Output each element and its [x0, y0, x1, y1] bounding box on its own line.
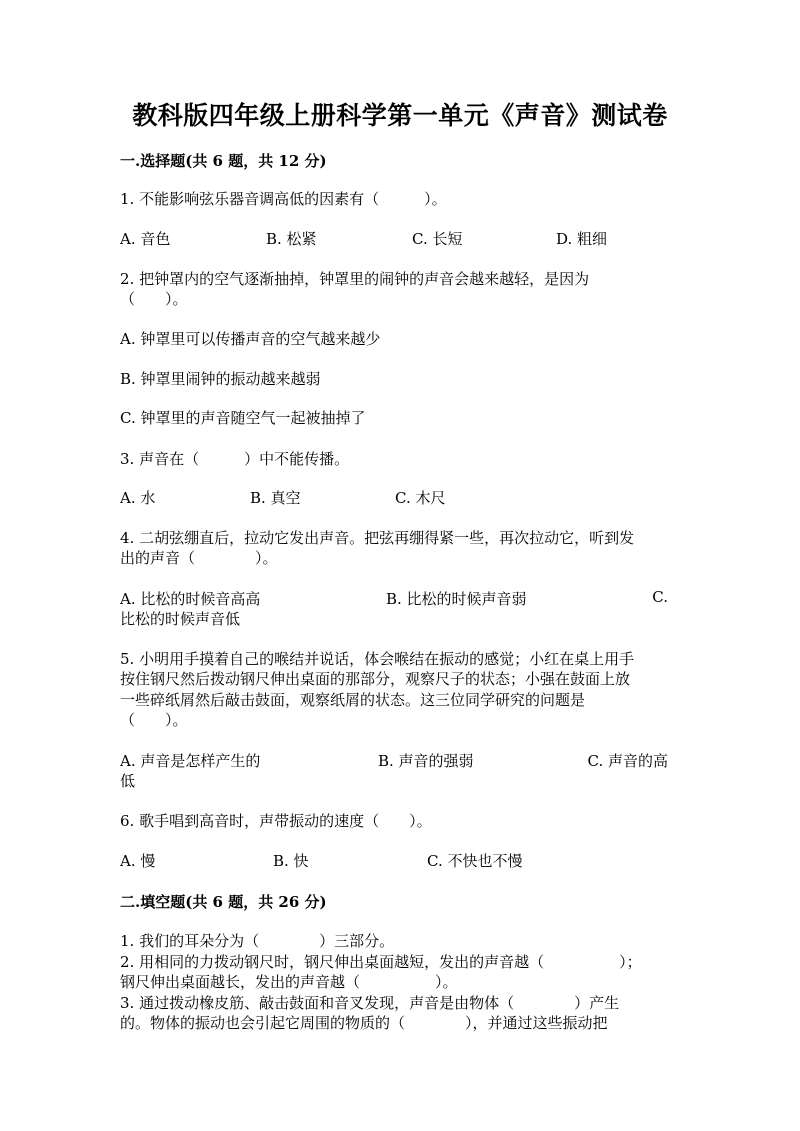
question-5-option-c-continued: 低 [120, 772, 136, 790]
question-2-option-c: C. 钟罩里的声音随空气一起被抽掉了 [120, 409, 366, 427]
question-2-option-a: A. 钟罩里可以传播声音的空气越来越少 [120, 330, 381, 348]
question-5-option-c: C. 声音的高 [587, 752, 668, 770]
question-3-option-b: B. 真空 [250, 489, 301, 507]
question-4-stem-line-2: 出的声音（ ）。 [120, 549, 278, 567]
question-3-stem: 3. 声音在（ ）中不能传播。 [120, 450, 350, 468]
question-5-stem-line-3: 一些碎纸屑然后敲击鼓面，观察纸屑的状态。这三位同学研究的问题是 [120, 691, 586, 709]
page-title: 教科版四年级上册科学第一单元《声音》测试卷 [132, 101, 668, 130]
question-5-option-a: A. 声音是怎样产生的 [120, 752, 261, 770]
question-5-stem-line-4: （ ）。 [120, 711, 188, 729]
question-5-option-b: B. 声音的强弱 [378, 752, 474, 770]
question-6-option-c: C. 不快也不慢 [427, 852, 523, 870]
question-4-option-c-mark: C. [652, 588, 668, 606]
fill-question-3-line-2: 的。物体的振动也会引起它周围的物质的（ ），并通过这些振动把 [120, 1014, 608, 1032]
fill-question-2-line-2: 钢尺伸出桌面越长，发出的声音越（ ）。 [120, 973, 458, 991]
question-4-option-b: B. 比松的时候声音弱 [386, 590, 527, 608]
question-6-option-a: A. 慢 [120, 852, 156, 870]
question-6-option-b: B. 快 [273, 852, 309, 870]
question-4-option-c-text: 比松的时候声音低 [120, 610, 241, 628]
question-1-stem: 1. 不能影响弦乐器音调高低的因素有（ ）。 [120, 190, 447, 208]
question-1-option-c: C. 长短 [412, 230, 463, 248]
fill-question-3-line-1: 3. 通过拨动橡皮筋、敲击鼓面和音叉发现，声音是由物体（ ）产生 [120, 994, 620, 1012]
question-3-option-c: C. 木尺 [395, 489, 446, 507]
question-4-option-a: A. 比松的时候音高高 [120, 590, 261, 608]
question-2-stem-line-1: 2. 把钟罩内的空气逐渐抽掉，钟罩里的闹钟的声音会越来越轻，是因为 [120, 270, 590, 288]
question-5-stem-line-1: 5. 小明用手摸着自己的喉结并说话，体会喉结在振动的感觉；小红在桌上用手 [120, 650, 635, 668]
fill-question-1: 1. 我们的耳朵分为（ ）三部分。 [120, 932, 395, 950]
question-1-option-d: D. 粗细 [556, 230, 608, 248]
question-2-stem-line-2: （ ）。 [120, 290, 188, 308]
question-6-stem: 6. 歌手唱到高音时，声带振动的速度（ ）。 [120, 812, 432, 830]
question-4-stem-line-1: 4. 二胡弦绷直后，拉动它发出声音。把弦再绷得紧一些，再次拉动它，听到发 [120, 529, 635, 547]
fill-question-2-line-1: 2. 用相同的力拨动钢尺时，钢尺伸出桌面越短，发出的声音越（ ）； [120, 953, 642, 971]
section-heading-fill-in: 二.填空题(共 6 题，共 26 分) [120, 893, 327, 911]
question-2-option-b: B. 钟罩里闹钟的振动越来越弱 [120, 370, 321, 388]
question-1-option-b: B. 松紧 [266, 230, 317, 248]
section-heading-choice: 一.选择题(共 6 题，共 12 分) [120, 152, 327, 170]
question-3-option-a: A. 水 [120, 489, 156, 507]
question-1-option-a: A. 音色 [120, 230, 171, 248]
question-5-stem-line-2: 按住钢尺然后拨动钢尺伸出桌面的那部分，观察尺子的状态；小强在鼓面上放 [120, 670, 631, 688]
